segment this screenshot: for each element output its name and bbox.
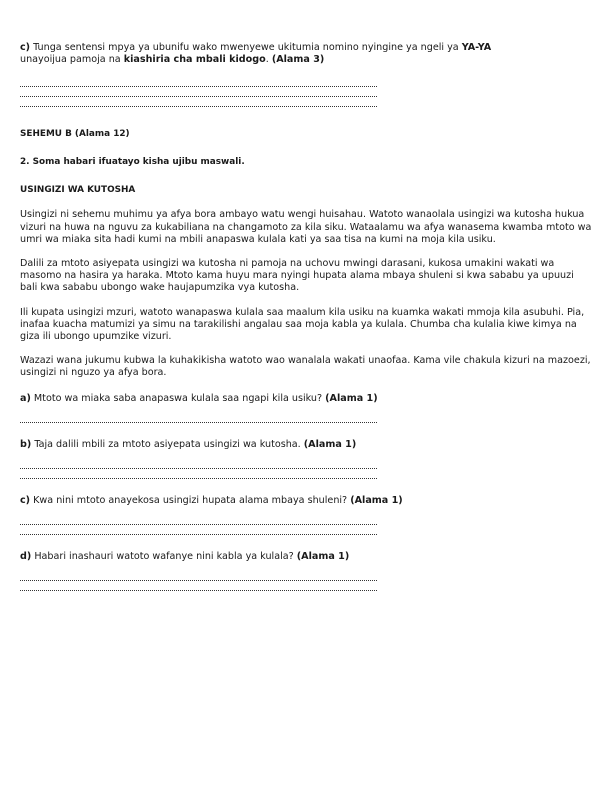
section-b-title: SEHEMU B (Alama 12) [20, 129, 130, 140]
answer-line[interactable] [20, 86, 377, 87]
question-text: Mtoto wa miaka saba anapaswa kulala saa ngapi kila usiku? [30, 392, 326, 404]
question-letter: c) [20, 42, 31, 53]
question-letter: a) [20, 392, 31, 404]
answer-line[interactable] [20, 590, 377, 591]
question-c-top [20, 42, 592, 66]
question-text: Habari inashauri watoto wafanye nini kabla ya kulala? [31, 551, 297, 563]
answer-line[interactable] [20, 422, 377, 423]
question-letter: c) [20, 495, 31, 507]
question-c [20, 495, 592, 507]
marks-label: (Alama 1) [350, 495, 403, 507]
passage-paragraph: Ili kupata usingizi mzuri, watoto wanapaswa kulala saa maalum kila usiku na kuamka wakati mmoja kila asubuhi. Pia, inafaa kuacha matumizi ya simu na tarakilishi angalau saa moja kabla ya kulala. Chumba cha kulalia kiwe kimya na giza ili ubongo upumzike vizuri. [20, 306, 585, 343]
question-a [20, 393, 592, 405]
question-text: Kwa nini mtoto anayekosa usingizi hupata alama mbaya shuleni? [30, 495, 351, 507]
answer-line[interactable] [20, 580, 377, 581]
instruction: 2. Soma habari ifuatayo kisha ujibu maswali. [20, 157, 245, 168]
question-text: . [265, 54, 272, 66]
marks-label: (Alama 3) [271, 54, 325, 66]
passage-paragraph: Usingizi ni sehemu muhimu ya afya bora ambayo watu wengi huisahau. Watoto wanaolala usingizi wa kutosha hukua vizuri na huwa na nguvu za kukabiliana na changamoto za kila siku. Wataalamu wa afya wanasema kwamba mtoto wa umri wa miaka sita hadi kumi na mbili anapaswa kulala kati ya saa tisa na kumi na moja kila usiku. [20, 209, 592, 245]
marks-label: (Alama 1) [303, 438, 357, 450]
question-letter: b) [20, 438, 32, 450]
question-text: Taja dalili mbili za mtoto asiyepata usingizi wa kutosha. [31, 438, 304, 450]
passage-paragraph: Dalili za mtoto asiyepata usingizi wa kutosha ni pamoja na uchovu mwingi darasani, kukosa umakini wakati wa masomo na hasira ya haraka. Mtoto kama huyu mara nyingi hupata alama mbaya shuleni si kwa sababu ya upuuzi bali kwa sababu ubongo wake haujapumzika vya kutosha. [20, 258, 574, 294]
question-b [20, 439, 592, 451]
passage-title: USINGIZI WA KUTOSHA [20, 185, 136, 196]
demonstrative-label: kiashiria cha mbali kidogo [123, 54, 266, 66]
answer-line[interactable] [20, 468, 377, 469]
question-text: Tunga sentensi mpya ya ubunifu wako mwenyewe ukitumia nomino nyingine ya ngeli ya [30, 42, 462, 53]
question-text: unayoijua pamoja na [20, 54, 124, 66]
marks-label: (Alama 1) [325, 392, 378, 404]
question-letter: d) [20, 551, 32, 563]
answer-line[interactable] [20, 96, 377, 97]
worksheet-page [20, 42, 592, 591]
answer-line[interactable] [20, 106, 377, 107]
question-d [20, 551, 592, 563]
passage-paragraph: Wazazi wana jukumu kubwa la kuhakikisha watoto wao wanalala wakati unaofaa. Kama vile chakula kizuri na mazoezi, usingizi ni nguzo ya afya bora. [20, 355, 591, 379]
answer-line[interactable] [20, 478, 377, 479]
noun-class-label: YA-YA [461, 42, 492, 53]
marks-label: (Alama 1) [296, 551, 350, 563]
answer-line[interactable] [20, 524, 377, 525]
answer-line[interactable] [20, 534, 377, 535]
